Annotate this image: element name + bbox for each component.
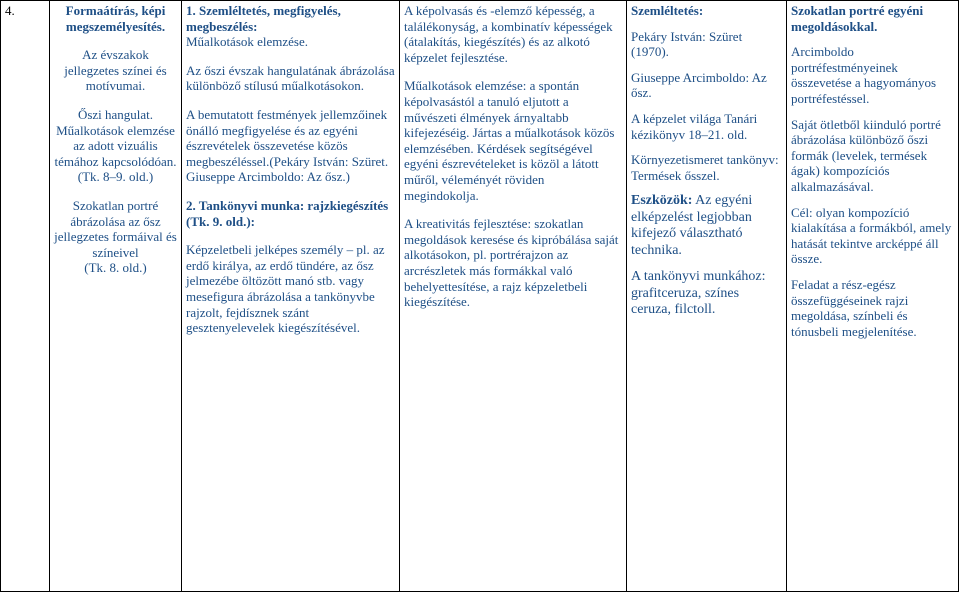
topic-title: Formaátírás, képi megszemélyesítés. bbox=[65, 3, 166, 34]
resources-cell bbox=[627, 1, 787, 592]
development-cell bbox=[400, 1, 627, 592]
tools-block bbox=[631, 193, 782, 259]
activity-block-2: A bemutatott festmények jellemzőinek önálló megfigyelése és az egyéni észrevételek összevetése közös megbeszéléssel.(Pekáry István: Szüret. Giuseppe Arcimboldo: Az ősz.) bbox=[186, 106, 389, 185]
topic-cell bbox=[50, 1, 182, 592]
resources-block-2: Giuseppe Arcimboldo: Az ősz. bbox=[631, 69, 767, 101]
development-block-3: A kreativitás fejlesztése: szokatlan megoldások keresése és kipróbálása saját alkotásokon, pl. portrérajzon az arcrészletek más formákkal való behelyettesítése, a rajz képzeletbeli kiegészítése. bbox=[404, 216, 619, 310]
row-number-cell bbox=[1, 1, 50, 592]
activity-block-1: Az őszi évszak hangulatának ábrázolása különböző stílusú műalkotásokon. bbox=[186, 62, 395, 94]
notes-block-4: Feladat a rész-egész összefüggéseinek rajzi megoldása, színbeli és tónusbeli megjelenítése. bbox=[791, 276, 917, 339]
tools-text: Az egyéni elképzelést legjobban kifejező választható technika. bbox=[631, 193, 753, 258]
topic-block-1: Az évszakok jellegzetes színei és motívumai. bbox=[64, 47, 167, 94]
resources-block-1: Pekáry István: Szüret (1970). bbox=[631, 28, 743, 60]
activity-heading-1: 1. Szemléltetés, megfigyelés, megbeszélés: bbox=[186, 3, 341, 34]
table-row bbox=[1, 1, 959, 592]
tools-label: Eszközök: bbox=[631, 193, 693, 209]
resources-block-4: Környezetismeret tankönyv: Termések ősszel. bbox=[631, 152, 779, 183]
activity-heading-2: 2. Tankönyvi munka: rajzkiegészítés (Tk. 9. old.): bbox=[186, 197, 389, 229]
topic-block-2: Őszi hangulat. Műalkotások elemzése az adott vizuális témához kapcsolódóan. (Tk. 8–9. old.) bbox=[54, 106, 177, 185]
resources-block-3: A képzelet világa Tanári kézikönyv 18–21. old. bbox=[631, 110, 758, 142]
notes-block-1: Arcimboldo portréfestményeinek összevetése a hagyományos portréfestéssel. bbox=[791, 44, 937, 106]
activities-cell bbox=[182, 1, 400, 592]
notes-heading: Szokatlan portré egyéni megoldásokkal. bbox=[791, 3, 924, 34]
notes-block-2: Saját ötletből kiinduló portré ábrázolása különböző őszi formák (levelek, termések ágak) kompozíciós alkalmazásával. bbox=[791, 116, 941, 194]
row-number: 4. bbox=[5, 3, 15, 18]
resources-heading: Szemléltetés: bbox=[631, 3, 704, 18]
topic-block-3: Szokatlan portré ábrázolása az ősz jellegzetes formáival és színeivel (Tk. 8. old.) bbox=[54, 197, 177, 276]
resources-last: A tankönyvi munkához: grafitceruza, színes ceruza, filctoll. bbox=[631, 269, 766, 318]
development-block-2: Műalkotások elemzése: a spontán képolvasástól a tanuló eljutott a művészeti élmények árnyaltabb kifejezéséig. Jártas a műalkotások közös elemzésében. Kérdések segítségével egyéni észrevételeket is közöl a látott műről, véleményét röviden megindokolja. bbox=[404, 78, 615, 203]
activity-subheading: Műalkotások elemzése. bbox=[186, 34, 309, 50]
development-block-1: A képolvasás és -elemző képesség, a találékonyság, a kombinatív képességek (átalakítás, kiegészítés) és az alkotó képzelet fejlesztése. bbox=[404, 3, 613, 65]
activity-task-text: Képzeletbeli jelképes személy – pl. az erdő királya, az erdő tündére, az ősz jelmezébe öltözött manó stb. vagy mesefigura ábrázolása a tankönyvbe rajzolt, fejdísznek szánt gesztenyelevelek kiegészítésével. bbox=[186, 242, 385, 336]
notes-block-3: Cél: olyan kompozíció kialakítása a formákból, amely hatását tekintve arcképpé áll össze. bbox=[791, 204, 952, 267]
notes-cell bbox=[787, 1, 959, 592]
